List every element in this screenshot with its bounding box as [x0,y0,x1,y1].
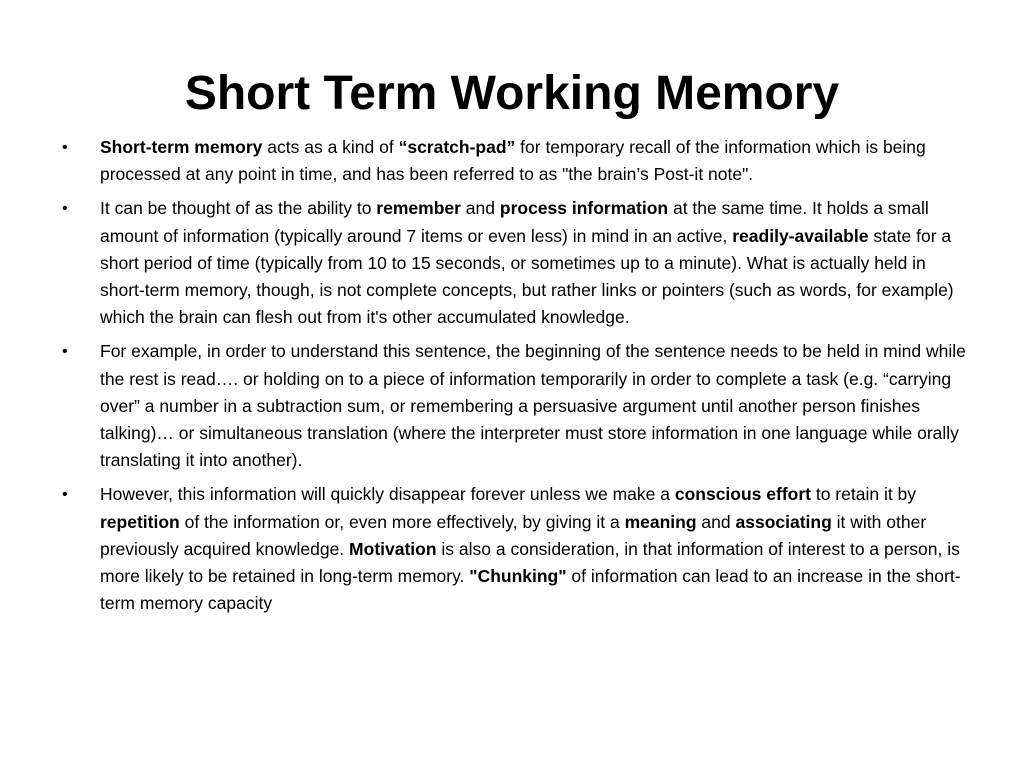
bullet-text-segment: to retain it by [810,484,917,505]
bullet-text-segment: and [696,511,736,532]
bullet-text-segment: conscious effort [674,484,811,505]
slide-title: Short Term Working Memory [184,67,840,120]
bullet-item [58,481,970,617]
bullet-text-segment: acts as a kind of [262,137,399,157]
bullet-icon: • [62,139,68,156]
bullet-icon: • [62,486,68,504]
bullet-text-segment: process information [499,198,669,219]
bullet-text-segment: readily-available [732,225,869,246]
bullet-text-segment: However, this information will quickly disappear forever unless we make a [100,484,675,505]
bullet-text [100,137,926,184]
bullet-icon: • [62,200,68,218]
bullet-text [100,484,961,613]
bullet-text-segment: repetition [100,511,180,532]
bullet-text-segment: Motivation [349,538,437,559]
bullet-text-segment: of the information or, even more effectively, by giving it a [179,511,625,532]
bullet-item [58,134,970,188]
bullet-icon: • [62,343,68,361]
bullet-text-segment: remember [376,198,461,219]
bullet-text-segment: is also a consideration, in that information of interest to a person, is more likely to be retained in long-term memory. [100,538,960,587]
bullet-text-segment: and [460,198,500,219]
bullet-list [58,134,970,624]
bullet-text-segment: at the same time. It holds a small amount of information (typically around 7 items or even less) in mind in an active, [100,198,929,246]
bullet-text [100,341,966,470]
bullet-text-segment: associating [735,511,832,532]
bullet-text [100,198,954,327]
bullet-text-segment: of information can lead to an increase in the short-term memory capacity [100,566,961,614]
bullet-item [58,338,970,474]
bullet-item [58,195,970,331]
bullet-text-segment: Short-term memory [100,137,263,157]
bullet-text-segment: “scratch-pad” [398,137,516,157]
bullet-text-segment: For example, in order to understand this sentence, the beginning of the sentence needs to be held in mind while the rest is read…. or holding on to a piece of information temporarily in order to complete a task (e.g. “carrying over” a number in a subtraction sum, or remembering a persuasive argument until another person finishes talking)… or simultaneous translation (where the interpreter must store information in one language while orally translating it into another). [100,341,966,471]
bullet-text-segment: state for a short period of time (typically from 10 to 15 seconds, or sometimes up to a minute). What is actually held in short-term memory, though, is not complete concepts, but rather links or pointers (such as words, for example) which the brain can flesh out from it's other accumulated knowledge. [100,225,954,328]
bullet-text-segment: meaning [624,511,697,532]
bullet-text-segment: "Chunking" [469,566,567,587]
bullet-text-segment: it with other previously acquired knowledge. [100,511,927,559]
bullet-text-segment: It can be thought of as the ability to [100,198,377,219]
bullet-text-segment: for temporary recall of the information which is being processed at any point in time, and has been referred to as "the brain’s Post-it note". [100,137,926,185]
